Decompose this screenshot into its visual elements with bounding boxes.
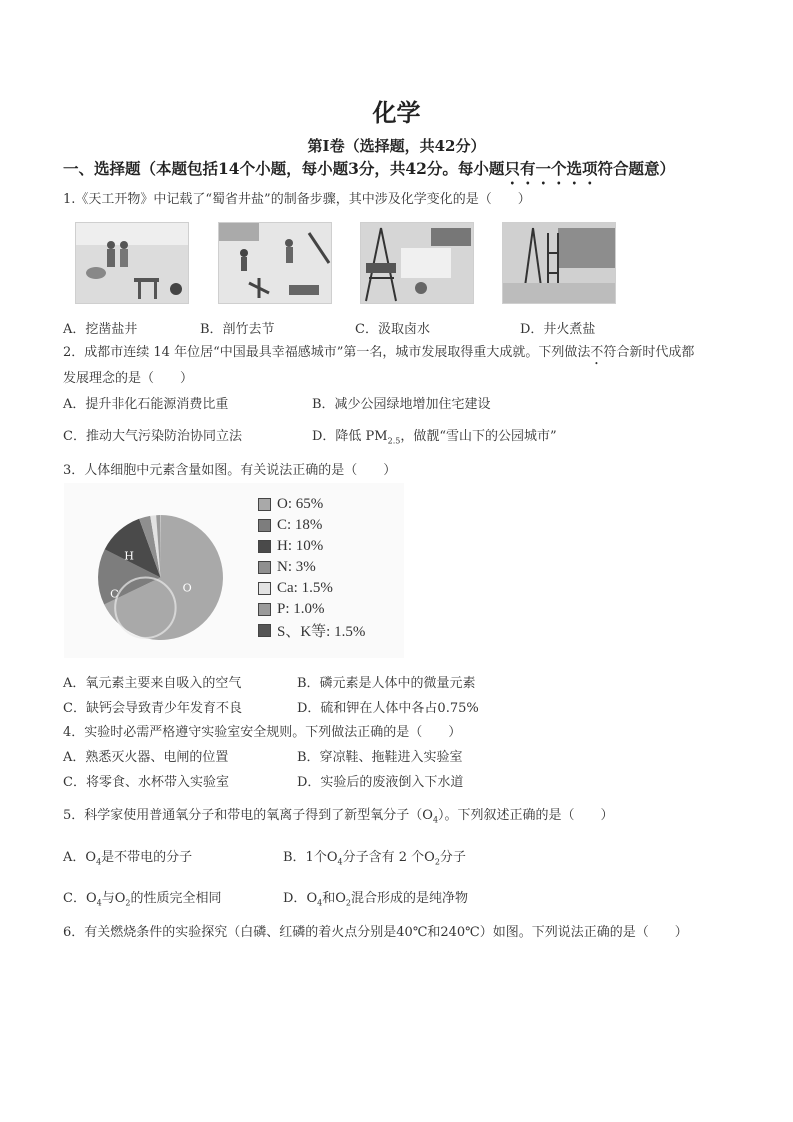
question-1-stem: 1.《天工开物》中记载了“蜀省井盐”的制备步骤，其中涉及化学变化的是（ ） bbox=[63, 192, 531, 207]
part-heading: 第Ⅰ卷（选择题，共42分） bbox=[307, 137, 486, 155]
question-3-option-a: A．氧元素主要来自吸入的空气 bbox=[63, 676, 242, 691]
question-3-stem: 3．人体细胞中元素含量如图。有关说法正确的是（ ） bbox=[63, 463, 397, 478]
question-2-option-b: B．减少公园绿地增加住宅建设 bbox=[312, 397, 491, 412]
legend-item-s-k: S、K等: 1.5% bbox=[258, 620, 365, 641]
question-5-option-d: D．$O_4$和$O_2$混合形成的是纯净物 bbox=[283, 891, 468, 908]
illustration-draw-brine bbox=[360, 222, 474, 304]
question-3-option-b: B．磷元素是人体中的微量元素 bbox=[297, 676, 476, 691]
question-5-option-c: C．$O_4$与$O_2$的性质完全相同 bbox=[63, 891, 222, 908]
legend-item-ca: Ca: 1.5% bbox=[258, 578, 365, 599]
question-3-option-c: C．缺钙会导致青少年发育不良 bbox=[63, 701, 242, 716]
illustration-dig-well bbox=[75, 222, 189, 304]
slice-label-o: O bbox=[182, 581, 192, 595]
question-2-option-c: C．推动大气污染防治协同立法 bbox=[63, 429, 242, 444]
question-2-stem-line2: 发展理念的是（ ） bbox=[63, 371, 194, 386]
legend-item-p: P: 1.0% bbox=[258, 599, 365, 620]
illustration-cut-bamboo bbox=[218, 222, 332, 304]
question-4-option-d: D．实验后的废液倒入下水道 bbox=[297, 775, 464, 790]
pie-chart bbox=[93, 510, 228, 645]
legend-item-o: O: 65% bbox=[258, 494, 365, 515]
legend-item-n: N: 3% bbox=[258, 557, 365, 578]
question-1-option-b: B．剖竹去节 bbox=[200, 322, 275, 337]
question-4-option-a: A．熟悉灭火器、电闸的位置 bbox=[63, 750, 229, 765]
question-1-option-c: C．汲取卤水 bbox=[355, 322, 430, 337]
slice-label-c: C bbox=[110, 587, 119, 601]
question-5-option-a: A．$O_4$是不带电的分子 bbox=[63, 850, 193, 867]
question-5-option-b: B．1个$O_4$分子含有 2 个$O_2$分子 bbox=[283, 850, 466, 867]
question-4-option-b: B．穿凉鞋、拖鞋进入实验室 bbox=[297, 750, 463, 765]
question-3-option-d: D．硫和钾在人体中各占0.75% bbox=[297, 701, 479, 716]
question-1-option-a: A．挖凿盐井 bbox=[63, 322, 138, 337]
legend-item-h: H: 10% bbox=[258, 536, 365, 557]
question-5-stem: 5．科学家使用普通氧分子和带电的氧离子得到了新型氧分子$(O_4)$。下列叙述正确的是（ ） bbox=[63, 808, 614, 825]
question-1-option-d: D．井火煮盐 bbox=[520, 322, 596, 337]
pie-legend bbox=[258, 494, 365, 641]
slice-label-h: H bbox=[124, 549, 134, 563]
section-heading: 一、选择题（本题包括14个小题，每小题3分，共42分。每小题只有一个选项符合题意） bbox=[63, 159, 675, 178]
page-title: 化学 bbox=[372, 99, 421, 127]
question-2-option-d: D．降低 $PM_{2.5}$，做靓“雪山下的公园城市” bbox=[312, 429, 557, 446]
illustration-boil-salt bbox=[502, 222, 616, 304]
question-2-option-a: A．提升非化石能源消费比重 bbox=[63, 397, 229, 412]
question-4-option-c: C．将零食、水杯带入实验室 bbox=[63, 775, 229, 790]
question-2-stem: 2．成都市连续 14 年位居“中国最具幸福感城市”第一名，城市发展取得重大成就。下列做法不符合新时代成都 bbox=[63, 345, 695, 360]
question-6-stem: 6．有关燃烧条件的实验探究（白磷、红磷的着火点分别是40℃和240℃）如图。下列说法正确的是（ ） bbox=[63, 925, 688, 940]
emphasized-text: 不 bbox=[590, 345, 604, 360]
emphasized-text: 只有一个选项 bbox=[504, 159, 598, 178]
legend-item-c: C: 18% bbox=[258, 515, 365, 536]
question-4-stem: 4．实验时必需严格遵守实验室安全规则。下列做法正确的是（ ） bbox=[63, 725, 462, 740]
